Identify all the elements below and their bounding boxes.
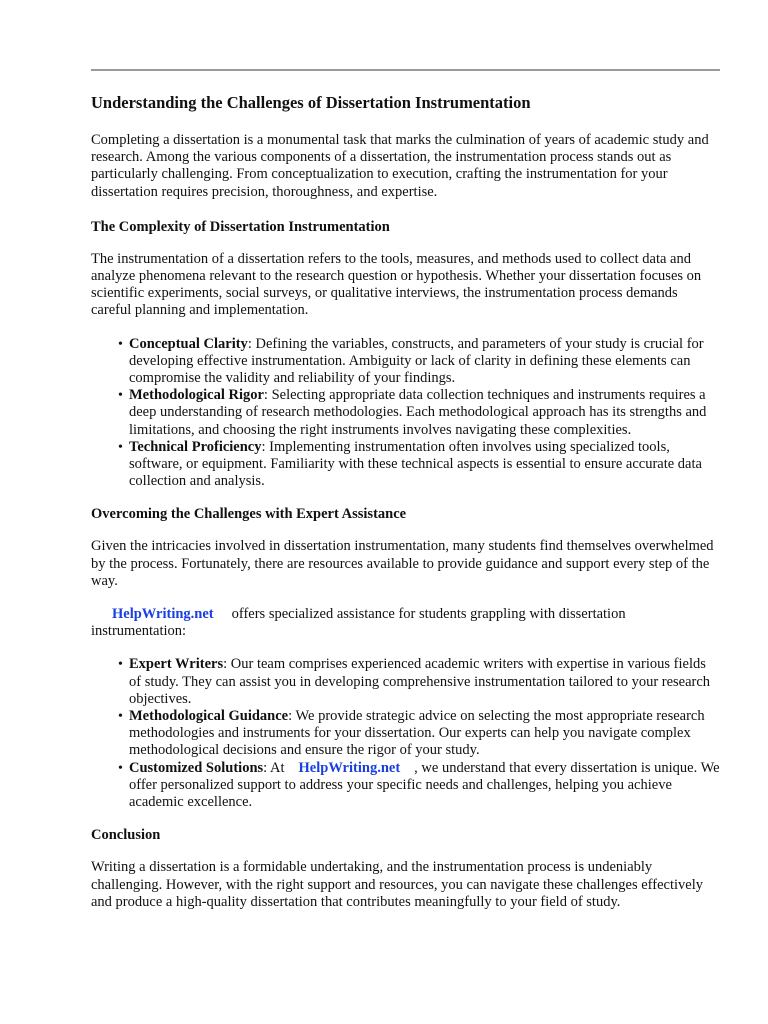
list-item-term: Methodological Guidance: [129, 708, 289, 725]
list-item: [91, 656, 721, 708]
complexity-list: [91, 336, 721, 491]
bullet-icon: •: [118, 388, 123, 404]
section-heading-assistance: Overcoming the Challenges with Expert Assistance: [91, 506, 407, 523]
list-item: [91, 387, 721, 439]
list-item-text: : Selecting appropriate data collection techniques and instruments requires a deep understanding of research methodologies. Each methodological approach has its strengths and limitations, and choosing the right instruments involves navigating these complexities.: [129, 387, 707, 438]
list-item-text: : Our team comprises experienced academic writers with expertise in various fields of study. They can assist you in developing comprehensive instrumentation tailored to your research objectives.: [129, 656, 711, 707]
top-divider: [91, 69, 720, 71]
list-item-term: Customized Solutions: [129, 759, 264, 776]
bullet-icon: •: [118, 657, 123, 673]
list-item: [91, 708, 721, 760]
assistance-list: [91, 656, 721, 811]
document-body: [91, 86, 721, 927]
bullet-icon: •: [118, 439, 123, 455]
document-title: Understanding the Challenges of Dissertation Instrumentation: [91, 93, 531, 112]
list-item-text: : Implementing instrumentation often involves using specialized tools, software, or equipment. Familiarity with these technical aspects is essential to ensure accurate data collection and analysis.: [129, 438, 702, 490]
list-item-term: Technical Proficiency: [129, 438, 262, 455]
section-heading-complexity: The Complexity of Dissertation Instrumentation: [91, 218, 390, 235]
helpwriting-inline-link[interactable]: HelpWriting.net: [298, 759, 401, 776]
helpwriting-link[interactable]: HelpWriting.net: [112, 606, 214, 623]
helpwriting-paragraph-text: offers specialized assistance for students grappling with dissertation instrumentation:: [91, 606, 626, 640]
bullet-icon: •: [118, 709, 123, 725]
helpwriting-paragraph: [91, 606, 721, 640]
conclusion-paragraph: Writing a dissertation is a formidable undertaking, and the instrumentation process is undeniably challenging. However, with the right support and resources, you can navigate these challenges effectively and produce a high-quality dissertation that contributes meaningfully to your field of study.: [91, 859, 703, 910]
bullet-icon: •: [118, 760, 123, 776]
list-item: [91, 336, 721, 388]
intro-paragraph: Completing a dissertation is a monumental task that marks the culmination of years of academic study and research. Among the various components of a dissertation, the instrumentation process stands out as particularly challenging. From conceptualization to execution, crafting the instrumentation for your dissertation requires precision, thoroughness, and expertise.: [91, 132, 709, 200]
section-heading-conclusion: Conclusion: [91, 827, 161, 844]
list-item: [91, 760, 721, 812]
list-item-text: : At: [263, 759, 285, 776]
list-item-text: , we understand that every dissertation is unique. We offer personalized support to address your specific needs and challenges, helping you achieve academic excellence.: [129, 759, 720, 811]
list-item-term: Methodological Rigor: [129, 387, 264, 404]
list-item-text: : We provide strategic advice on selecting the most appropriate research methodologies and instruments for your dissertation. Our experts can help you navigate complex methodological decisions and ensure the rigor of your study.: [129, 708, 705, 759]
bullet-icon: •: [118, 336, 123, 352]
assistance-paragraph: Given the intricacies involved in dissertation instrumentation, many students find themselves overwhelmed by the process. Fortunately, there are resources available to provide guidance and support every step of the way.: [91, 538, 714, 589]
list-item-term: Conceptual Clarity: [129, 335, 248, 352]
complexity-paragraph: The instrumentation of a dissertation refers to the tools, measures, and methods used to collect data and analyze phenomena relevant to the research question or hypothesis. Whether your dissertation focuses on scientific experiments, social surveys, or qualitative interviews, the instrumentation process demands careful planning and implementation.: [91, 250, 702, 319]
list-item-term: Expert Writers: [129, 656, 224, 673]
list-item-text: : Defining the variables, constructs, and parameters of your study is crucial for developing effective instrumentation. Ambiguity or lack of clarity in defining these elements can compromise the validity and reliability of your findings.: [129, 335, 704, 387]
list-item: [91, 439, 721, 491]
